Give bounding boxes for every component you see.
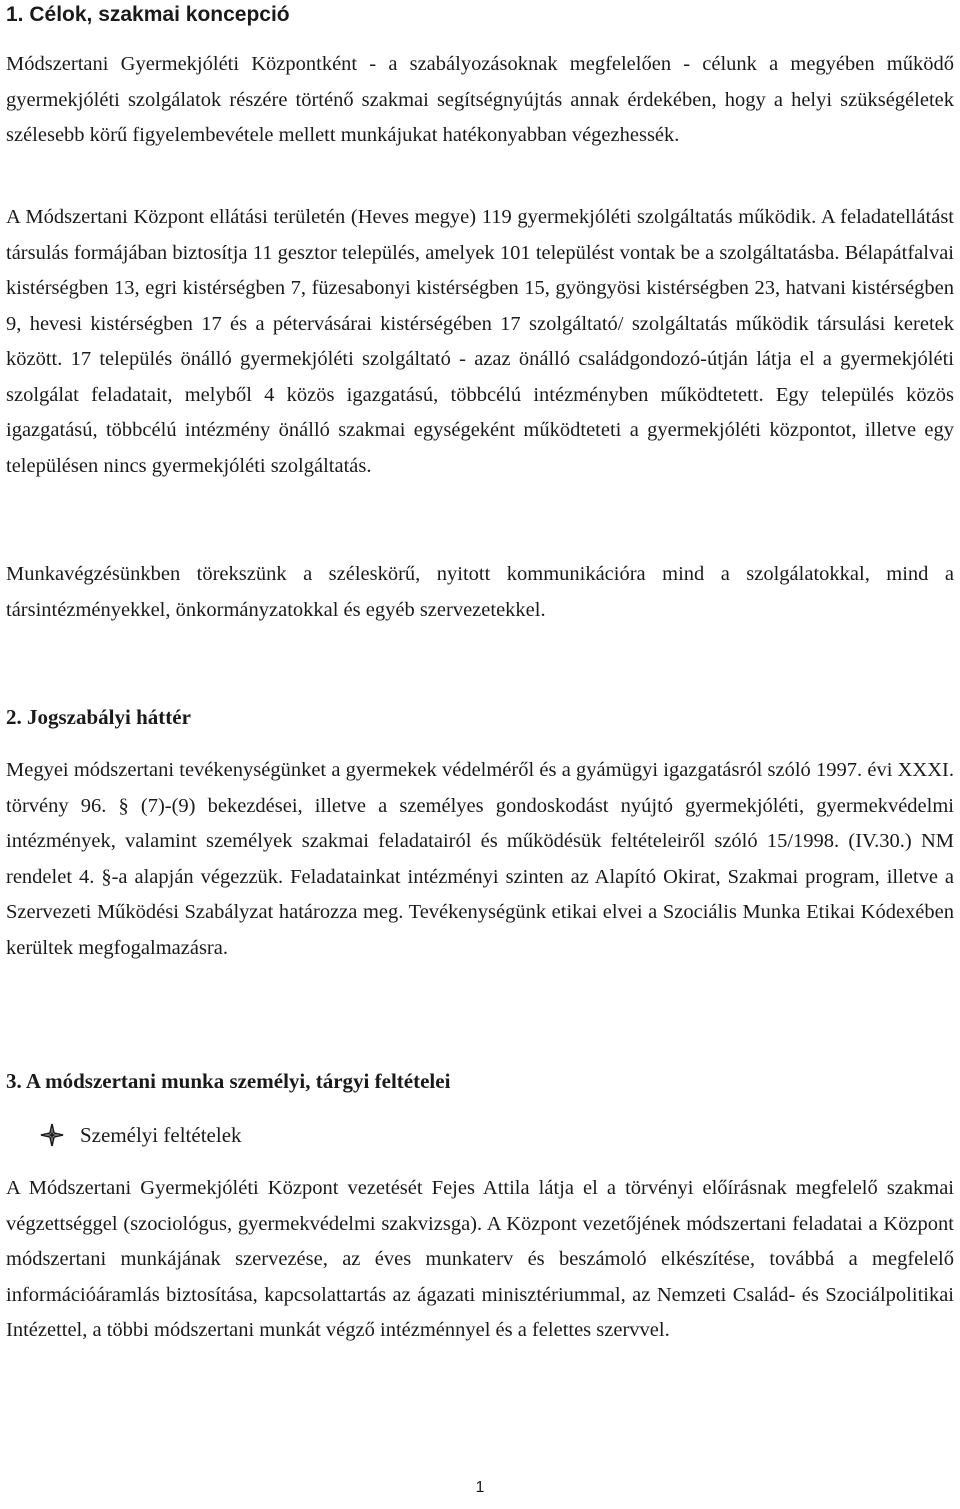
page-number: 1 (475, 1479, 485, 1496)
section-2-paragraph-1: Megyei módszertani tevékenységünket a gyermekek védelméről és a gyámügyi igazgatásról szóló 1997. évi XXXI. törvény 96. § (7)-(9) bekezdései, illetve a személyes gondoskodást nyújtó gyermekjóléti, gyermekvédelmi intézmények, valamint személyek szakmai feladatairól és működésük feltételeiről szóló 15/1998. (IV.30.) NM rendelet 4. §-a alapján végezzük. Feladatainkat intézményi szinten az Alapító Okirat, Szakmai program, illetve a Szervezeti Működési Szabályzat határozza meg. Tevékenységünk etikai elvei a Szociális Munka Etikai Kódexében kerültek megfogalmazásra. (6, 759, 954, 959)
section-1-paragraph-1: Módszertani Gyermekjóléti Központként - a szabályozásoknak megfelelően - célunk a megyében működő gyermekjóléti szolgálatok részére történő szakmai segítségnyújtás annak érdekében, hogy a helyi szükségéletek szélesebb körű figyelembevétele mellett munkájukat hatékonyabban végezhessék. (6, 53, 954, 146)
section-1-paragraph-3: Munkavégzésünkben törekszünk a széleskörű, nyitott kommunikációra mind a szolgálatokkal, mind a társintézményekkel, önkormányzatokkal és egyéb szervezetekkel. (6, 563, 954, 621)
personnel-subheading-label: Személyi feltételek (80, 1123, 242, 1147)
section-1-paragraph-2: A Módszertani Központ ellátási területén (Heves megye) 119 gyermekjóléti szolgáltatás működik. A feladatellátást társulás formájában biztosítja 11 gesztor település, amelyek 101 települést vontak be a szolgáltatásba. Bélapátfalvai kistérségben 13, egri kistérségben 7, füzesabonyi kistérségben 15, gyöngyösi kistérségben 23, hatvani kistérségben 9, hevesi kistérségben 17 és a pétervásárai kistérségében 17 szolgáltató/ szolgáltatás működik társulási keretek között. 17 település önálló gyermekjóléti szolgáltató - azaz önálló családgondozó-útján látja el a gyermekjóléti szolgálat feladatait, melyből 4 közös igazgatású, többcélú intézményben működtetett. Egy település közös igazgatású, többcélú intézmény önálló szakmai egységeként működteteti a gyermekjóléti központot, illetve egy településen nincs gyermekjóléti szolgáltatás. (6, 206, 954, 477)
section-1-heading: 1. Célok, szakmai koncepció (6, 3, 290, 26)
section-3-heading: 3. A módszertani munka személyi, tárgyi feltételei (6, 1069, 451, 1093)
diamond-bullet-icon (40, 1123, 64, 1147)
personnel-subheading (40, 1120, 242, 1150)
section-2-heading: 2. Jogszabályi háttér (6, 705, 191, 729)
section-3-paragraph-1: A Módszertani Gyermekjóléti Központ vezetését Fejes Attila látja el a törvényi előírásnak megfelelő szakmai végzettséggel (szociológus, gyermekvédelmi szakvizsga). A Központ vezetőjének módszertani feladatai a Központ módszertani munkájának szervezése, az éves munkaterv és beszámoló elkészítése, továbbá a megfelelő információáramlás biztosítása, kapcsolattartás az ágazati minisztériummal, az Nemzeti Család- és Szociálpolitikai Intézettel, a többi módszertani munkát végző intézménnyel és a felettes szervvel. (6, 1177, 954, 1341)
